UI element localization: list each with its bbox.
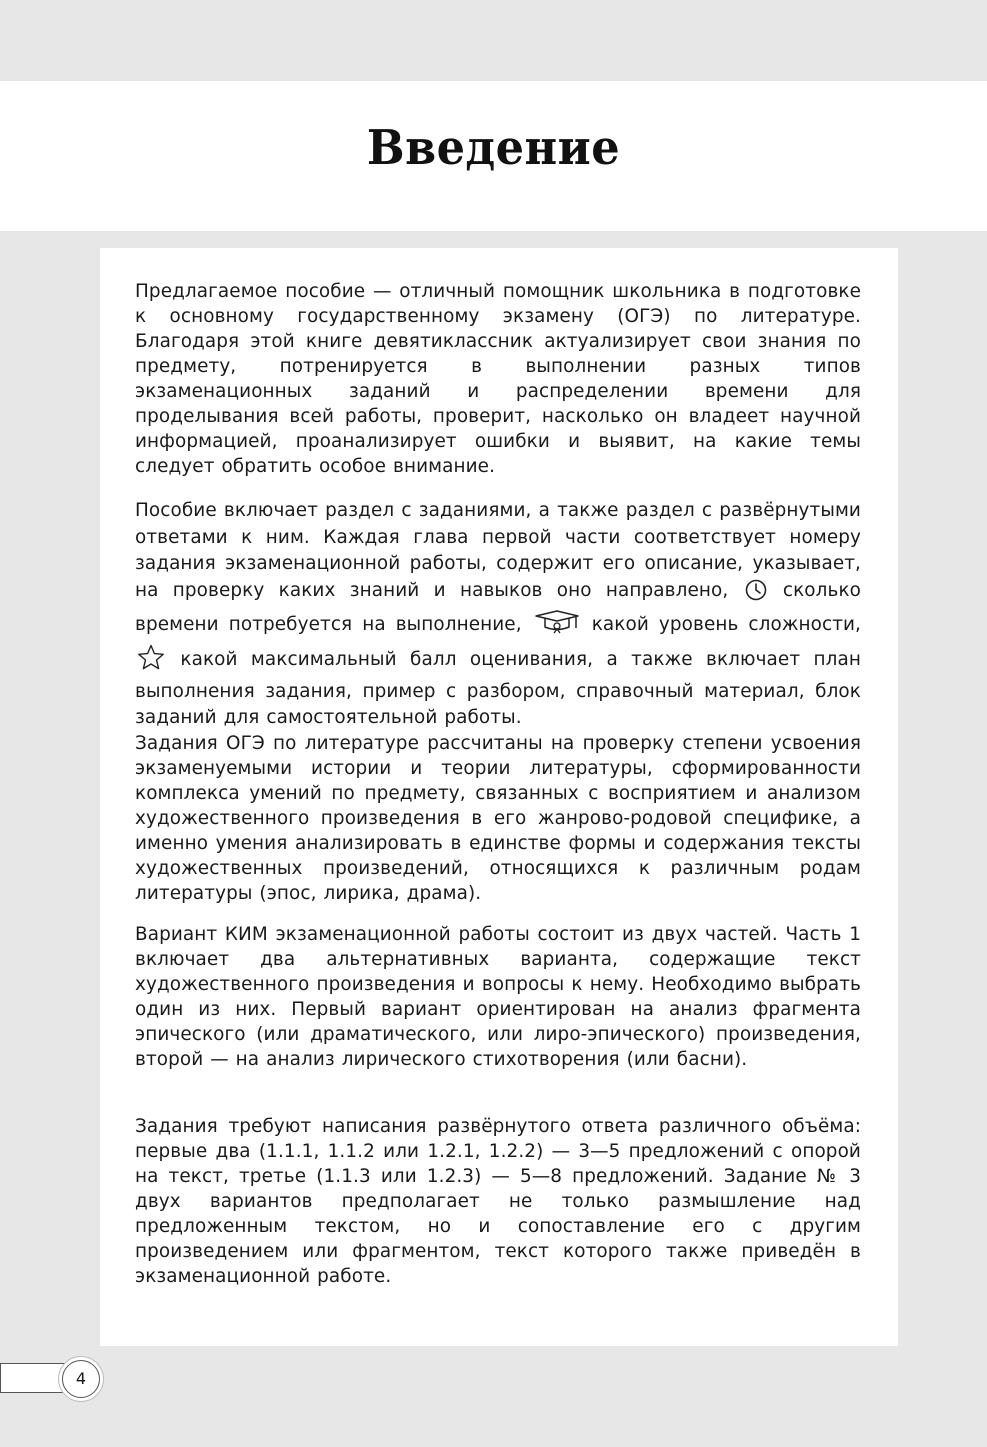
- paragraph-1: [135, 279, 861, 479]
- paragraph-2: [135, 498, 861, 732]
- clock-icon: [745, 579, 767, 610]
- page-title: Введение: [366, 120, 621, 176]
- paragraph-5: [135, 1114, 861, 1289]
- footer-tab: [0, 1363, 66, 1393]
- paragraph-4-text: Вариант КИМ экзаменационной работы состоит из двух частей. Часть 1 включает два альтернативных варианта, содержащие текст художественного произведения и вопросы к нему. Необходимо выбрать один из них. Первый вариант ориентирован на анализ фрагмента эпического (или драматического, или лиро-эпического) произведения, второй — на анализ лирического стихотворения (или басни).: [135, 924, 861, 1070]
- paragraph-5-text: Задания требуют написания развёрнутого ответа различного объёма: первые два (1.1.1, 1.1.2 или 1.2.1, 1.2.2) — 3—5 предложений с опорой на текст, третье (1.1.3 или 1.2.3) — 5—8 предложений. Задание № 3 двух вариантов предполагает не только размышление над предложенным текстом, но и сопоставление его с другим произведением или фрагментом, текст которого также приведён в экзаменационной работе.: [135, 1116, 861, 1287]
- graduation-cap-icon: [534, 609, 580, 644]
- paragraph-3-text: Задания ОГЭ по литературе рассчитаны на проверку степени усвоения экзаменуемыми истории и теории литературы, сформированности комплекса умений по предмету, связанных с восприятием и анализом художественного произведения в его жанрово-родовой специфике, а именно умения анализировать в единстве формы и содержания тексты художественных произведений, относящихся к различным родам литературы (эпос, лирика, драма).: [135, 733, 861, 904]
- paragraph-3: [135, 731, 861, 906]
- paragraph-2-part-a: Пособие включает раздел с заданиями, а также раздел с развёрнутыми ответами к ним. Каждая глава первой части соответствует номеру задания экзаменационной работы, содержит его описание, указывает, на проверку каких знаний и навыков оно направлено,: [135, 500, 861, 601]
- star-icon: [137, 644, 165, 679]
- paragraph-2-part-c: какой уровень сложности,: [591, 614, 862, 636]
- paragraph-2-part-d: какой максимальный балл оценивания, а также включает план выполнения задания, пример с разбором, справочный материал, блок заданий для самостоятельной работы.: [135, 648, 861, 729]
- page-number: 4: [62, 1360, 100, 1398]
- paragraph-4: [135, 922, 861, 1072]
- paragraph-2-part-b: сколько времени потребуется на выполнение,: [135, 579, 862, 636]
- paragraph-2-text: [135, 498, 861, 732]
- paragraph-1-text: Предлагаемое пособие — отличный помощник школьника в подготовке к основному государственному экзамену (ОГЭ) по литературе. Благодаря этой книге девятиклассник актуализирует свои знания по предмету, потренируется в выполнении разных типов экзаменационных заданий и распределении времени для проделывания всей работы, проверит, насколько он владеет научной информацией, проанализирует ошибки и выявит, на какие темы следует обратить особое внимание.: [135, 281, 861, 477]
